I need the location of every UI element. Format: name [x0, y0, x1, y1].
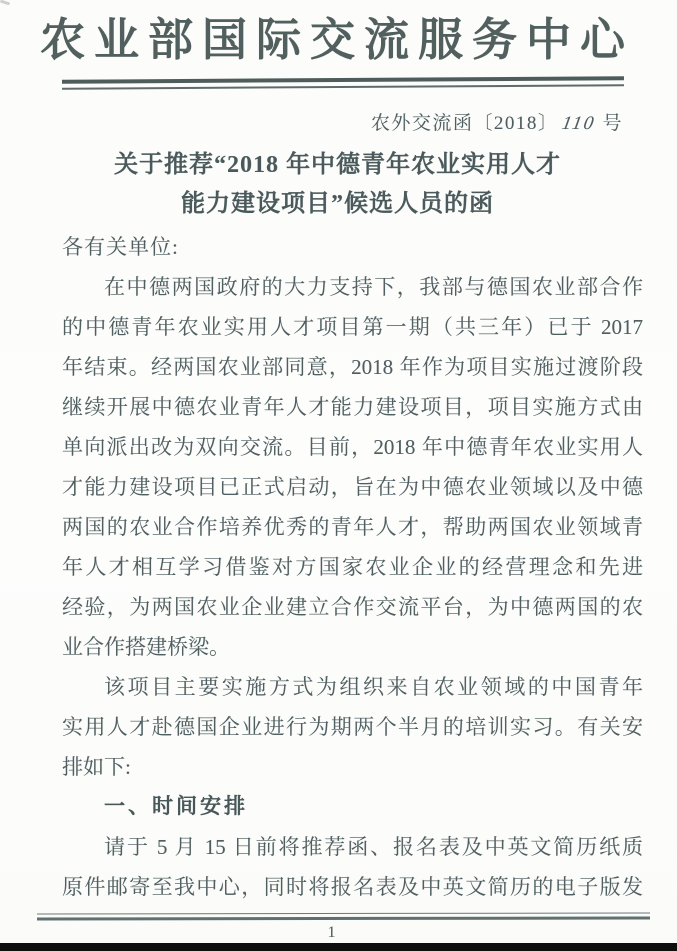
document-number-suffix: 号: [602, 113, 623, 134]
section-heading-time-arrangement: 一、时间安排: [104, 795, 248, 818]
salutation: 各有关单位:: [62, 235, 179, 259]
body-line: 的中德青年农业实用人才项目第一期（共三年）已于 2017: [62, 315, 643, 339]
body-line: 继续开展中德农业青年人才能力建设项目，项目实施方式由: [62, 395, 643, 419]
body-line: 年人才相互学习借鉴对方国家农业企业的经营理念和先进: [62, 555, 643, 579]
scan-artifact-bottom-strip: [0, 943, 677, 951]
document-title-line2: 能力建设项目”候选人员的函: [181, 191, 494, 217]
document-number-prefix: 农外交流函〔2018〕: [370, 113, 559, 134]
letterhead-org-name: 农业部国际交流服务中心: [39, 15, 634, 65]
body-line: 排如下:: [62, 755, 131, 779]
body-line: 单向派出改为双向交流。目前，2018 年中德青年农业实用人: [62, 435, 643, 459]
document-body: [62, 227, 643, 907]
body-line: 该项目主要实施方式为组织来自农业领域的中国青年: [104, 675, 643, 699]
body-line: 原件邮寄至我中心，同时将报名表及中英文简历的电子版发: [62, 875, 643, 899]
body-line: 经验，为两国农业企业建立合作交流平台，为中德两国的农: [62, 595, 643, 619]
document-title-line1: 关于推荐“2018 年中德青年农业实用人才: [114, 152, 561, 178]
body-line: 业合作搭建桥梁。: [62, 635, 230, 659]
body-line: 才能力建设项目已正式启动，旨在为中德农业领域以及中德: [62, 475, 643, 499]
body-line: 在中德两国政府的大力支持下，我部与德国农业部合作: [104, 275, 643, 299]
document-number-handwritten: 110: [560, 113, 598, 134]
letterhead-divider-rule: [62, 76, 624, 89]
scan-artifact-corner: [0, 0, 10, 5]
body-line: 两国的农业合作培养优秀的青年人才，帮助两国农业领域青: [62, 515, 643, 539]
footer-divider-rule: [37, 912, 650, 920]
body-line: 请于 5 月 15 日前将推荐函、报名表及中英文简历纸质: [104, 835, 643, 859]
page-number: 1: [327, 924, 336, 941]
document-title: [50, 146, 625, 224]
body-line: 实用人才赴德国企业进行为期两个半月的培训实习。有关安: [62, 715, 643, 739]
body-line: 年结束。经两国农业部同意，2018 年作为项目实施过渡阶段: [62, 355, 643, 379]
document-number: [371, 111, 623, 137]
